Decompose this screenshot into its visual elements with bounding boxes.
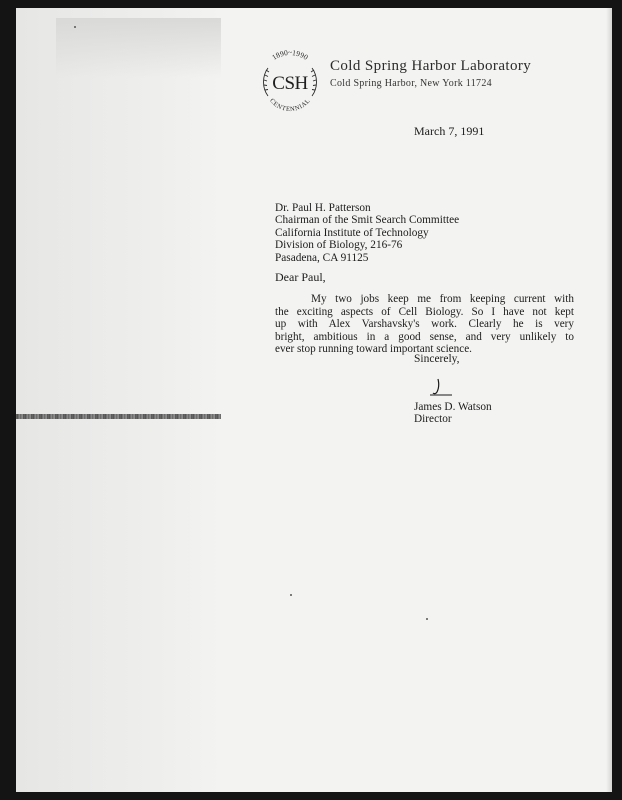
- recipient-division: Division of Biology, 216-76: [275, 239, 403, 252]
- svg-text:1890~1990: 1890~1990: [270, 48, 310, 62]
- recipient-name: Dr. Paul H. Patterson: [275, 202, 371, 214]
- recipient-city: Pasadena, CA 91125: [275, 251, 369, 264]
- recipient-institution: California Institute of Technology: [275, 226, 429, 239]
- dust-speck: [426, 618, 428, 620]
- body-line: up with Alex Varshavsky's work. Clearly he is very: [275, 318, 574, 331]
- letter-body: [275, 293, 574, 356]
- signature-mark: [424, 376, 458, 398]
- letterhead-address: Cold Spring Harbor, New York 11724: [330, 78, 492, 89]
- body-line: ever stop running toward important science.: [275, 343, 472, 356]
- scan-shading: [16, 8, 221, 792]
- signer-name: James D. Watson: [414, 401, 492, 413]
- scan-artifact-line: [16, 414, 221, 419]
- signer-block: [414, 401, 492, 426]
- body-line: bright, ambitious in a good sense, and very unlikely to: [275, 330, 574, 343]
- body-line: My two jobs keep me from keeping current with: [311, 293, 574, 305]
- svg-text:CSH: CSH: [272, 73, 308, 94]
- salutation: Dear Paul,: [275, 270, 326, 284]
- body-line: the exciting aspects of Cell Biology. So I have not kept: [275, 305, 574, 318]
- dust-speck: [290, 594, 292, 596]
- dust-speck: [74, 26, 76, 28]
- recipient-title: Chairman of the Smit Search Committee: [275, 214, 460, 227]
- letterhead-organization: Cold Spring Harbor Laboratory: [330, 58, 532, 74]
- recipient-block: [275, 202, 459, 264]
- svg-text:CENTENNIAL: CENTENNIAL: [268, 97, 312, 114]
- scan-shading-top: [56, 18, 221, 78]
- signer-title: Director: [414, 413, 452, 426]
- page-edge-shadow: [606, 8, 612, 792]
- letter-page: [16, 8, 612, 792]
- closing: Sincerely,: [414, 353, 460, 365]
- letter-date: March 7, 1991: [414, 124, 485, 138]
- csh-centennial-logo-icon: [254, 46, 326, 118]
